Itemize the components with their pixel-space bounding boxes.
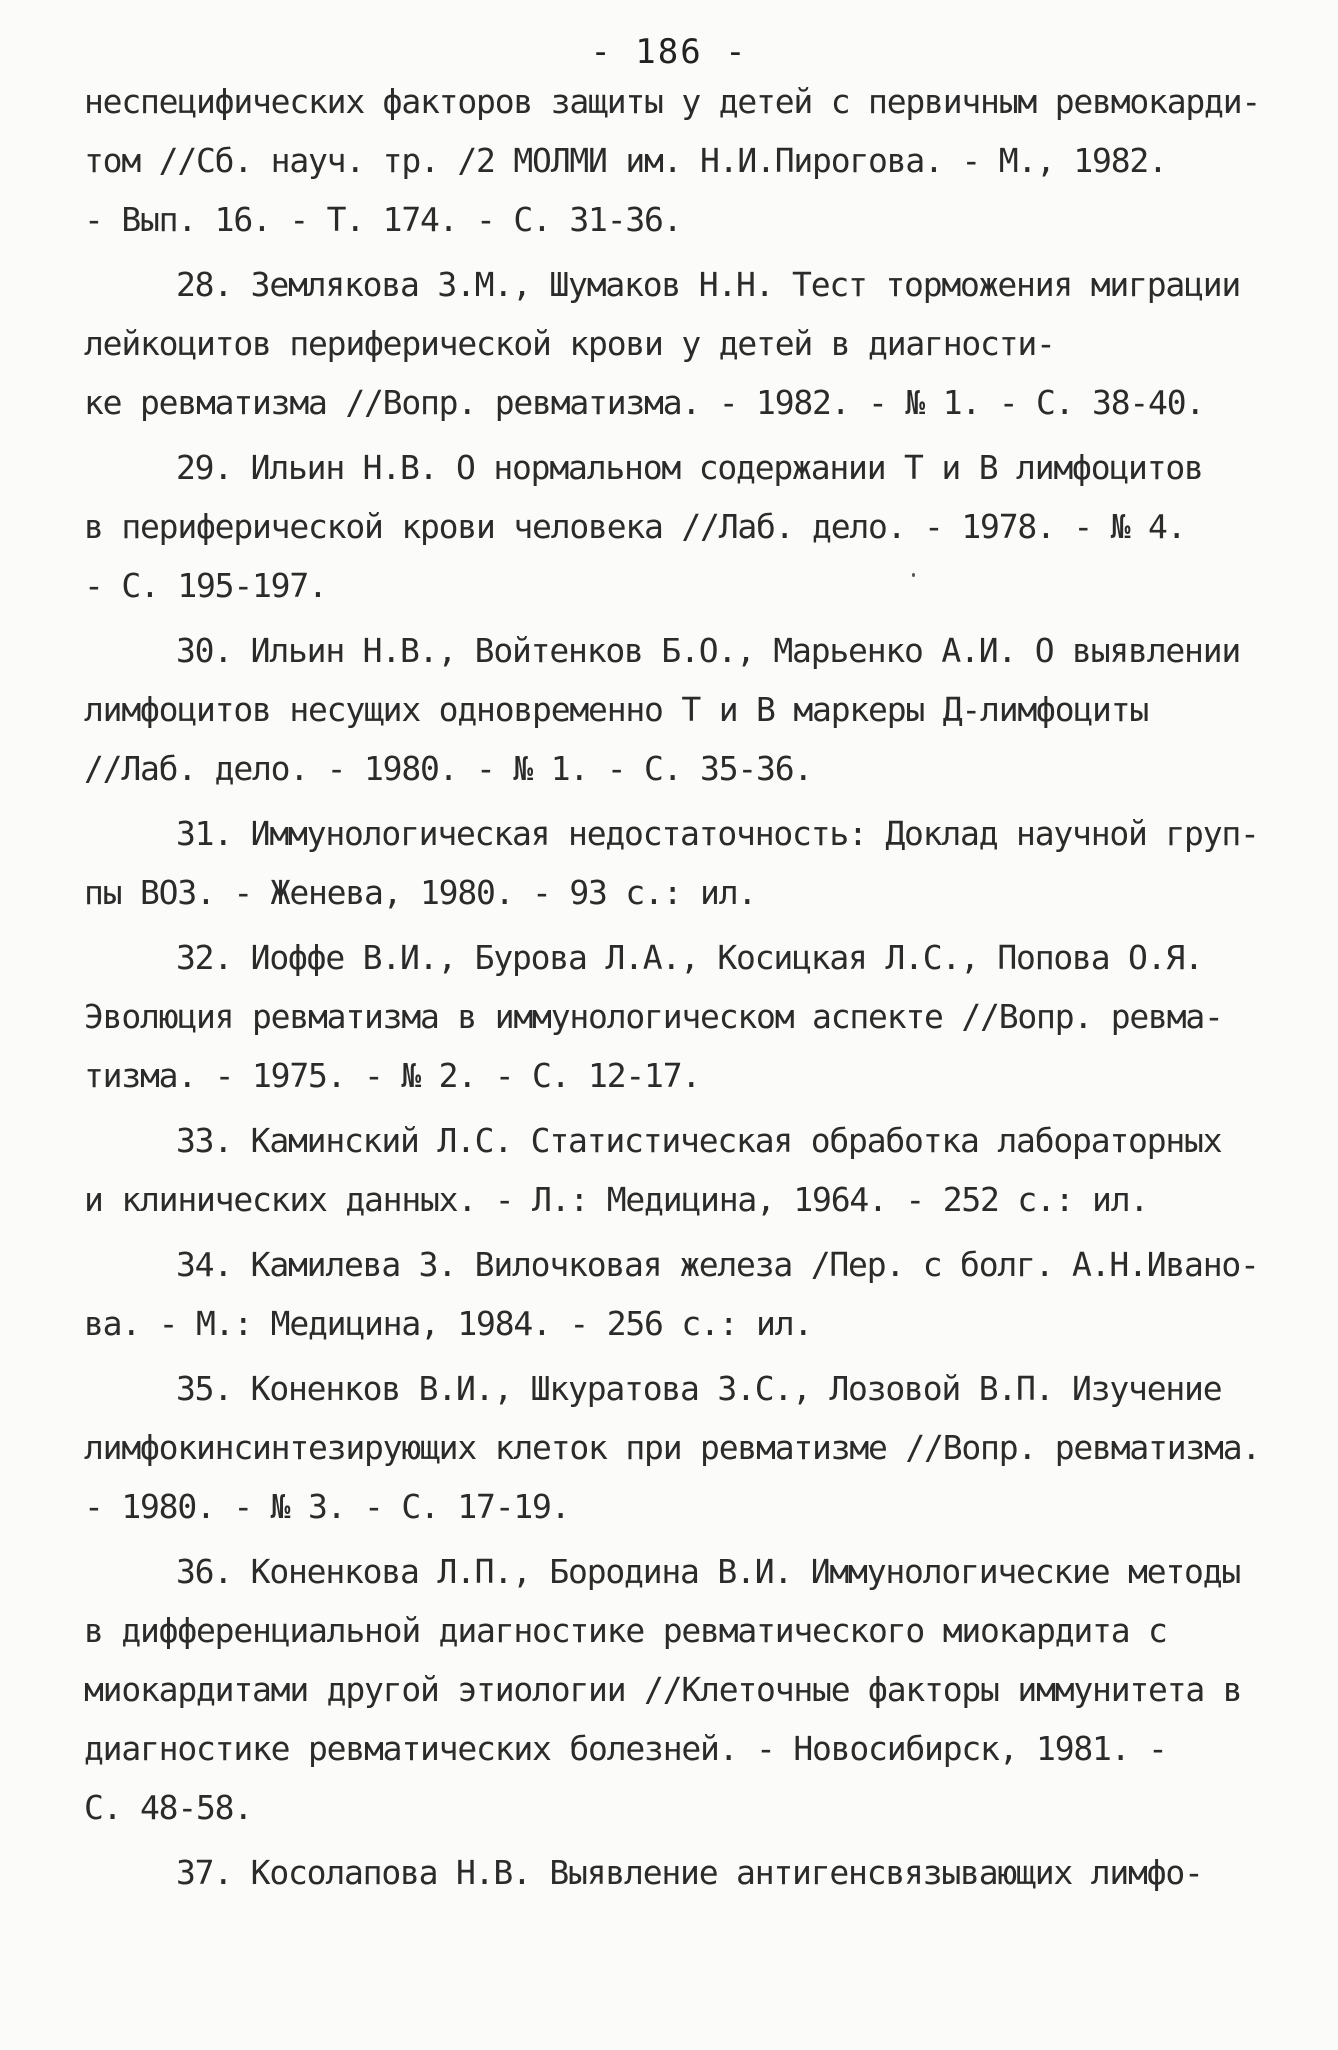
text-line: том //Сб. науч. тр. /2 МОЛМИ им. Н.И.Пирогова. - М., 1982. <box>84 141 1167 180</box>
text-line: ке ревматизма //Вопр. ревматизма. - 1982. - № 1. - С. 38-40. <box>84 383 1205 422</box>
reference-entry-start-line: 33. Каминский Л.С. Статистическая обработка лабораторных <box>176 1121 1222 1160</box>
text-line: лимфокинсинтезирующих клеток при ревматизме //Вопр. ревматизма. <box>84 1428 1261 1467</box>
text-line: миокардитами другой этиологии //Клеточные факторы иммунитета в <box>84 1670 1242 1709</box>
text-line: тизма. - 1975. - № 2. - С. 12-17. <box>84 1056 701 1095</box>
scan-speck <box>912 573 915 577</box>
reference-entry-start-line: 29. Ильин Н.В. О нормальном содержании Т и В лимфоцитов <box>176 448 1203 487</box>
reference-entry-start-line: 34. Камилева З. Вилочковая железа /Пер. с болг. А.Н.Ивано- <box>176 1245 1259 1284</box>
text-line: Эволюция ревматизма в иммунологическом аспекте //Вопр. ревма- <box>84 997 1223 1036</box>
reference-entry-start-line: 28. Землякова З.М., Шумаков Н.Н. Тест торможения миграции <box>176 265 1241 304</box>
text-line: пы ВОЗ. - Женева, 1980. - 93 с.: ил. <box>84 873 757 912</box>
text-line: - Вып. 16. - Т. 174. - С. 31-36. <box>84 200 682 239</box>
text-line: лейкоцитов периферической крови у детей в диагности- <box>84 324 1055 363</box>
text-line: в дифференциальной диагностике ревматического миокардита с <box>84 1611 1167 1650</box>
page-number: - 186 - <box>590 32 748 72</box>
text-line: - С. 195-197. <box>84 566 327 605</box>
text-line: в периферической крови человека //Лаб. дело. - 1978. - № 4. <box>84 507 1186 546</box>
reference-entry-start-line: 32. Иоффе В.И., Бурова Л.А., Косицкая Л.С., Попова О.Я. <box>176 938 1203 977</box>
text-line: и клинических данных. - Л.: Медицина, 1964. - 252 с.: ил. <box>84 1180 1149 1219</box>
text-line: лимфоцитов несущих одновременно Т и В маркеры Д-лимфоциты <box>84 690 1149 729</box>
reference-entry-start-line: 30. Ильин Н.В., Войтенков Б.О., Марьенко А.И. О выявлении <box>176 631 1241 670</box>
text-line: //Лаб. дело. - 1980. - № 1. - С. 35-36. <box>84 749 813 788</box>
reference-entry-start-line: 36. Коненкова Л.П., Бородина В.И. Иммунологические методы <box>176 1552 1241 1591</box>
text-line: С. 48-58. <box>84 1788 253 1827</box>
reference-entry-start-line: 37. Косолапова Н.В. Выявление антигенсвязывающих лимфо- <box>176 1853 1203 1892</box>
reference-entry-start-line: 31. Иммунологическая недостаточность: Доклад научной груп- <box>176 814 1259 853</box>
bibliography-text <box>84 72 1264 1902</box>
text-line: ва. - М.: Медицина, 1984. - 256 с.: ил. <box>84 1304 813 1343</box>
text-line: неспецифических факторов защиты у детей с первичным ревмокарди- <box>84 82 1261 121</box>
reference-entry-start-line: 35. Коненков В.И., Шкуратова З.С., Лозовой В.П. Изучение <box>176 1369 1222 1408</box>
text-line: диагностике ревматических болезней. - Новосибирск, 1981. - <box>84 1729 1167 1768</box>
text-line: - 1980. - № 3. - С. 17-19. <box>84 1487 570 1526</box>
